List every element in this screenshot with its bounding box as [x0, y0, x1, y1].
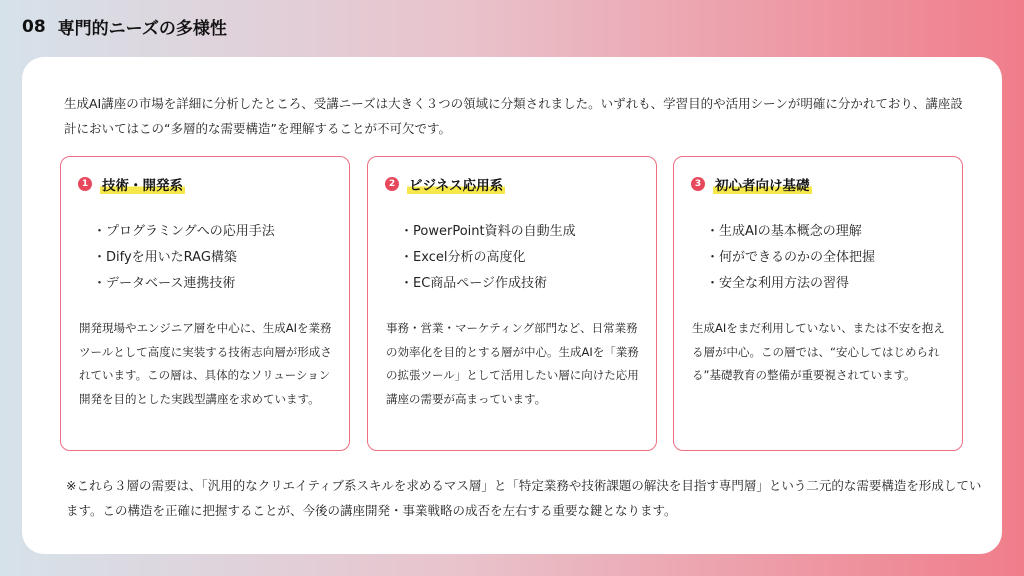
card-header	[691, 174, 812, 194]
list-item: ・ PowerPoint資料の自動生成	[400, 219, 576, 245]
card-header	[385, 174, 505, 194]
card-title: ビジネス応用系	[407, 174, 505, 194]
card-header	[78, 174, 185, 194]
intro-paragraph: 生成AI講座の市場を詳細に分析したところ、受講ニーズは大きく３つの領域に分類されました。いずれも、学習目的や活用シーンが明確に分かれており、講座設計においてはこの“多層的な需要構造”を理解することが不可欠です。	[64, 96, 963, 136]
list-item: ・ Difyを用いたRAG構築	[93, 245, 275, 271]
bullet-list	[93, 219, 275, 297]
list-item: ・ 安全な利用方法の習得	[706, 271, 875, 297]
content-panel	[22, 57, 1002, 554]
list-item: ・ 生成AIの基本概念の理解	[706, 219, 875, 245]
card-title: 初心者向け基礎	[713, 174, 812, 194]
card-beginner	[673, 156, 963, 451]
list-item: ・ プログラミングへの応用手法	[93, 219, 275, 245]
bullet-list	[706, 219, 875, 297]
bullet-list	[400, 219, 576, 297]
list-item: ・ データベース連携技術	[93, 271, 275, 297]
card-description: 事務・営業・マーケティング部門など、日常業務の効率化を目的とする層が中心。生成AIを「業務の拡張ツール」として活用したい層に向けた応用講座の需要が高まっています。	[386, 321, 639, 406]
number-badge: 2	[385, 177, 399, 191]
list-item: ・ Excel分析の高度化	[400, 245, 576, 271]
card-description: 開発現場やエンジニア層を中心に、生成AIを業務ツールとして高度に実装する技術志向層が形成されています。この層は、具体的なソリューション開発を目的とした実践型講座を求めています。	[79, 321, 332, 406]
card-description: 生成AIをまだ利用していない、または不安を抱える層が中心。この層では、“安心してはじめられる”基礎教育の整備が重要視されています。	[692, 321, 945, 382]
slide-number: 08	[22, 16, 46, 37]
number-badge: 1	[78, 177, 92, 191]
card-title: 技術・開発系	[100, 174, 185, 194]
footnote: ※これら３層の需要は、「汎用的なクリエイティブ系スキルを求めるマス層」と「特定業務や技術課題の解決を目指す専門層」という二元的な需要構造を形成しています。この構造を正確に把握することが、今後の講座開発・事業戦略の成否を左右する重要な鍵となります。	[66, 478, 982, 518]
list-item: ・ 何ができるのかの全体把握	[706, 245, 875, 271]
slide-header	[22, 14, 227, 39]
list-item: ・ EC商品ページ作成技術	[400, 271, 576, 297]
slide-title: 専門的ニーズの多様性	[57, 19, 227, 39]
card-tech-dev	[60, 156, 350, 451]
number-badge: 3	[691, 177, 705, 191]
card-business	[367, 156, 657, 451]
